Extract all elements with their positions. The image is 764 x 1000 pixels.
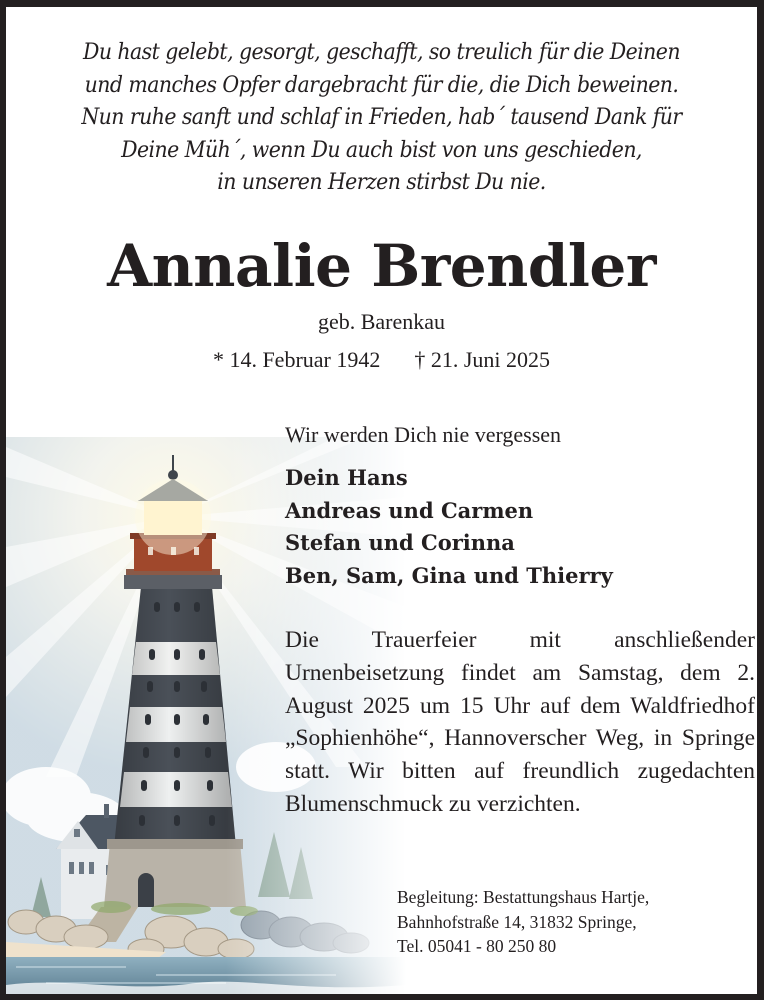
obituary-notice bbox=[6, 7, 757, 994]
poem-line: in unseren Herzen stirbst Du nie. bbox=[217, 170, 546, 195]
deceased-name: Annalie Brendler bbox=[107, 232, 656, 300]
death-date: † 21. Juni 2025 bbox=[414, 347, 551, 372]
undertaker-line: Begleitung: Bestattungshaus Hartje, bbox=[397, 887, 650, 907]
mourner-name: Dein Hans bbox=[285, 465, 408, 490]
poem-line: Deine Müh´, wenn Du auch bist von uns geschieden, bbox=[121, 137, 642, 163]
memorial-poem bbox=[32, 37, 730, 200]
birth-name: geb. Barenkau bbox=[317, 309, 446, 334]
life-dates bbox=[6, 347, 757, 373]
undertaker-info bbox=[397, 885, 649, 959]
poem-line: Nun ruhe sanft und schlaf in Frieden, hab´ tausend Dank für bbox=[81, 105, 682, 130]
poem-line: und manches Opfer dargebracht für die, die Dich beweinen. bbox=[84, 72, 679, 98]
mourner-name: Ben, Sam, Gina und Thierry bbox=[285, 562, 613, 588]
poem-line: Du hast gelebt, gesorgt, geschafft, so treulich für die Deinen bbox=[83, 40, 680, 65]
mourner-name: Andreas und Carmen bbox=[285, 497, 534, 523]
mourners-intro: Wir werden Dich nie vergessen bbox=[285, 422, 562, 447]
mourner-name: Stefan und Corinna bbox=[285, 530, 515, 555]
undertaker-address: Bahnhofstraße 14, 31832 Springe, bbox=[397, 911, 637, 932]
service-notice: Die Trauerfeier mit anschließender Urnenbeisetzung findet am Samstag, dem 2. August 2025 um 15 Uhr auf dem Waldfriedhof „Sophienhöhe“, Hannoverscher Weg, in Springe statt. Wir bitten auf freundlich zugedachten Blumenschmuck zu verzichten. bbox=[285, 627, 755, 817]
undertaker-phone: Tel. 05041 - 80 250 80 bbox=[397, 936, 557, 956]
birth-date: * 14. Februar 1942 bbox=[212, 347, 381, 372]
mourners-list bbox=[285, 462, 745, 592]
